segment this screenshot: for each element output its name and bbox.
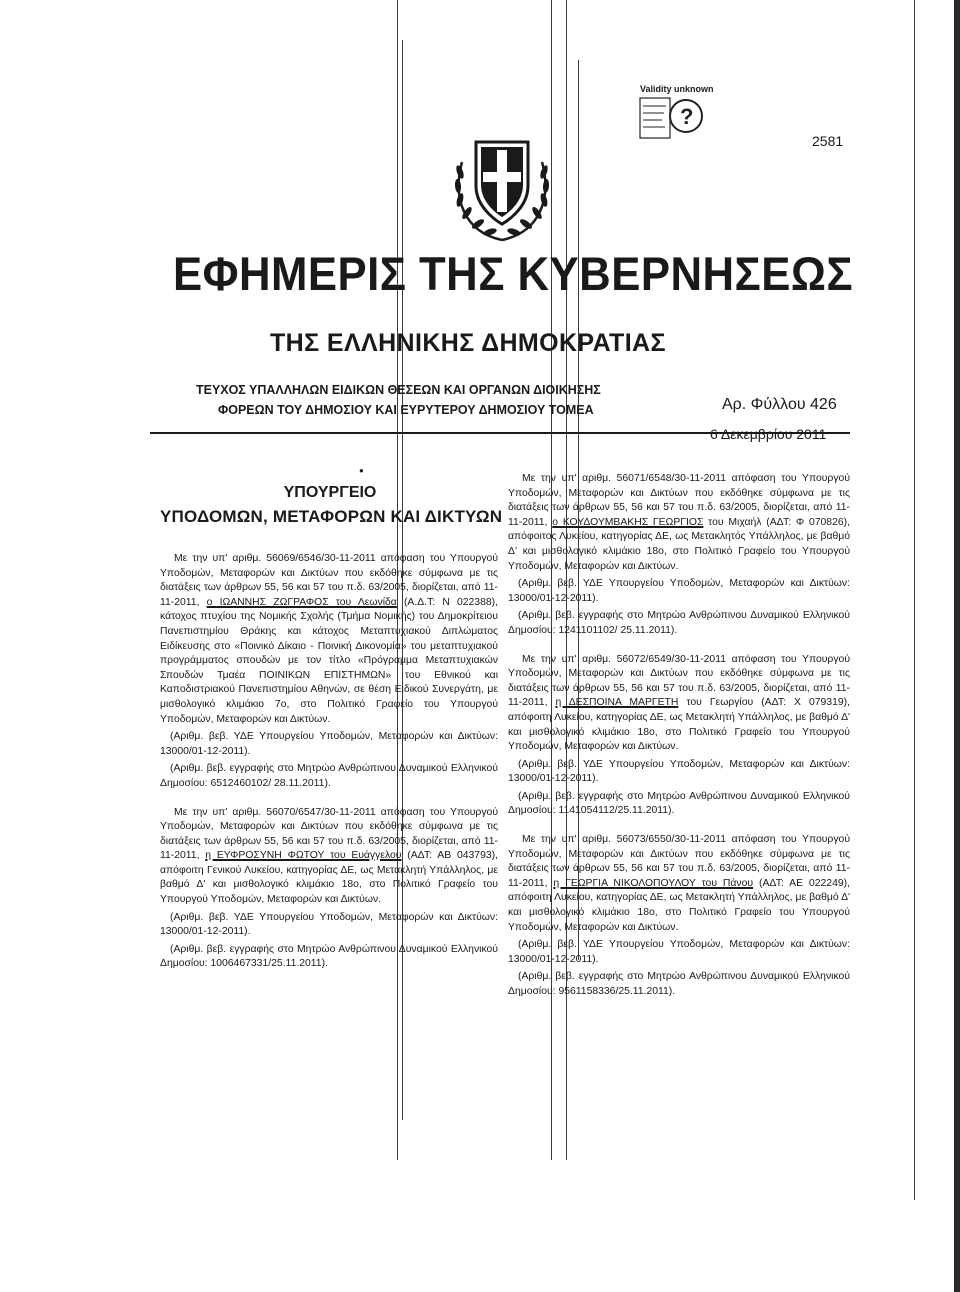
appointee-name: η ΕΥΦΡΟΣΥΝΗ ΦΩΤΟΥ του Ευάγγελου <box>205 850 402 862</box>
decision-reference: (Αριθμ. βεβ. ΥΔΕ Υπουργείου Υποδομών, Μεταφορών και Δικτύων: 13000/01-12-2011). <box>160 911 498 938</box>
appointee-name: ο ΚΟΥΔΟΥΜΒΑΚΗΣ ΓΕΩΡΓΙΟΣ <box>552 516 704 528</box>
decision-reference: (Αριθμ. βεβ. ΥΔΕ Υπουργείου Υποδομών, Μεταφορών και Δικτύων: 13000/01-12-2011). <box>508 758 850 785</box>
greek-coat-of-arms-icon <box>446 128 558 246</box>
scan-edge <box>954 0 960 1292</box>
scan-line <box>914 0 915 1200</box>
appointee-name: ο ΙΩΑΝΝΗΣ ΖΩΓΡΑΦΟΣ του Λεωνίδα <box>206 596 397 608</box>
gazette-subtitle: ΤΗΣ ΕΛΛΗΝΙΚΗΣ ΔΗΜΟΚΡΑΤΙΑΣ <box>270 329 666 357</box>
issue-type-line-2: ΦΟΡΕΩΝ ΤΟΥ ΔΗΜΟΣΙΟΥ ΚΑΙ ΕΥΡΥΤΕΡΟΥ ΔΗΜΟΣΙΟΥ ΤΟΜΕΑ <box>218 402 594 417</box>
appointee-name: η ΔΕΣΠΟΙΝΑ ΜΑΡΓΕΤΗ <box>555 697 679 709</box>
decision-paragraph: Με την υπ' αριθμ. 56070/6547/30-11-2011 απόφαση του Υπουργού Υποδομών, Μεταφορών και Δικτύων που εκδόθηκε σύμφωνα με τις διατάξεις των άρθρων 55, 56 και 57 του π.δ. 63/2005, διορίζεται, από 11-11-2011, η ΕΥΦΡΟΣΥΝΗ ΦΩΤΟΥ του Ευάγγελου (ΑΔΤ: ΑΒ 043793), απόφοιτη Γενικού Λυκείου, κατηγορίας ΔΕ, ως Μετακλητή Υπάλληλος, με βαθμό Δ' και μισθολογικό κλιμάκιο 18ο, στο Πολιτικό Γραφείο του Υπουργού Υποδομών, Μεταφορών και Δικτύων. <box>160 806 498 906</box>
decision-paragraph: Με την υπ' αριθμ. 56069/6546/30-11-2011 απόφαση του Υπουργού Υποδομών, Μεταφορών και Δικτύων που εκδόθηκε σύμφωνα με τις διατάξεις των άρθρων 55, 56 και 57 του π.δ. 63/2005, διορίζεται, από 11-11-2011, ο ΙΩΑΝΝΗΣ ΖΩΓΡΑΦΟΣ του Λεωνίδα (Α.Δ.Τ: Ν 022388), κάτοχος πτυχίου της Νομικής Σχολής (Τμήμα Νομικής) του Δημοκρίτειου Πανεπιστημίου Θράκης και κάτοχος Μεταπτυχιακού Διπλώματος Ειδίκευσης στο «Ποινικό Δίκαιο - Ποινική Δικονομία» του μεταπτυχιακού προγράμματος σπουδών με τον τίτλο «Πρόγραμμα Μεταπτυχιακών Σπουδών Τμαέα ΠΟΙΝΙΚΩΝ ΕΠΙΣΤΗΜΩΝ» του Εθνικού και Καποδιστριακού Πανεπιστημίου Αθηνών, σε θέση Ειδικού Συνεργάτη, με μισθολογικό κλιμάκιο 7ο, στο Πολιτικό Γραφείο του Υπουργού Υποδομών, Μεταφορών και Δικτύων. <box>160 553 498 725</box>
decision-reference: (Αριθμ. βεβ. εγγραφής στο Μητρώο Ανθρώπινου Δυναμικού Ελληνικού Δημοσίου: 1006467331/25.11.2011). <box>160 943 498 970</box>
page-number: 2581 <box>812 133 844 149</box>
ministry-heading-line-2: ΥΠΟΔΟΜΩΝ, ΜΕΤΑΦΟΡΩΝ ΚΑΙ ΔΙΚΤΥΩΝ <box>160 507 503 526</box>
decision-paragraph: Με την υπ' αριθμ. 56073/6550/30-11-2011 απόφαση του Υπουργού Υποδομών, Μεταφορών και Δικτύων που εκδόθηκε σύμφωνα με τις διατάξεις των άρθρων 55, 56 και 57 του π.δ. 63/2005, διορίζεται, από 11-11-2011, η ΓΕΩΡΓΙΑ ΝΙΚΟΛΟΠΟΥΛΟΥ του Πάνου (ΑΔΤ: ΑΕ 022249), απόφοιτη Λυκείου, κατηγορίας ΔΕ, ως Μετακλητή Υπάλληλος, με βαθμό Δ' και μισθολογικό κλιμάκιο 18ο, στο Πολιτικό Γραφείο του Υπουργού Υποδομών, Μεταφορών και Δικτύων. <box>508 834 850 933</box>
validity-stamp-icon <box>638 86 710 148</box>
decision-reference: (Αριθμ. βεβ. ΥΔΕ Υπουργείου Υποδομών, Μεταφορών και Δικτύων: 13000/01-12-2011). <box>160 731 498 757</box>
svg-text:?: ? <box>680 104 694 129</box>
decision-reference: (Αριθμ. βεβ. εγγραφής στο Μητρώο Ανθρώπινου Δυναμικού Ελληνικού Δημοσίου: 6512460102/ 28.11.2011). <box>160 763 498 789</box>
decision-reference: (Αριθμ. βεβ. ΥΔΕ Υπουργείου Υποδομών, Μεταφορών και Δικτύων: 13000/01-12-2011). <box>508 578 850 604</box>
decision-reference: (Αριθμ. βεβ. εγγραφής στο Μητρώο Ανθρώπινου Δυναμικού Ελληνικού Δημοσίου: 1241101102/ 25.11.2011). <box>508 610 850 636</box>
appointee-name: η ΓΕΩΡΓΙΑ ΝΙΚΟΛΟΠΟΥΛΟΥ του Πάνου <box>553 877 754 889</box>
decision-reference: (Αριθμ. βεβ. εγγραφής στο Μητρώο Ανθρώπινου Δυναμικού Ελληνικού Δημοσίου: 1141054112/25.11.2011). <box>508 790 850 817</box>
decision-paragraph: Με την υπ' αριθμ. 56072/6549/30-11-2011 απόφαση του Υπουργού Υποδομών, Μεταφορών και Δικτύων που εκδόθηκε σύμφωνα με τις διατάξεις των άρθρων 55, 56 και 57 του π.δ. 63/2005, διορίζεται, από 11-11-2011, η ΔΕΣΠΟΙΝΑ ΜΑΡΓΕΤΗ του Γεωργίου (ΑΔΤ: Χ 079319), απόφοιτη Λυκείου, κατηγορίας ΔΕ, ως Μετακλητή Υπάλληλος, με βαθμό Δ' και μισθολογικό κλιμάκιο 18ο, στο Πολιτικό Γραφείο του Υπουργού Υποδομών, Μεταφορών και Δικτύων. <box>508 653 850 753</box>
issue-type-line-1: ΤΕΥΧΟΣ ΥΠΑΛΛΗΛΩΝ ΕΙΔΙΚΩΝ ΘΕΣΕΩΝ ΚΑΙ ΟΡΓΑΝΩΝ ΔΙΟΙΚΗΣΗΣ <box>196 382 601 397</box>
scan-mark-label: Validity unknown <box>640 84 714 94</box>
ministry-heading-line-1: ΥΠΟΥΡΓΕΙΟ <box>283 484 377 501</box>
left-column <box>160 552 498 972</box>
right-column <box>508 472 850 1000</box>
decision-reference: (Αριθμ. βεβ. ΥΔΕ Υπουργείου Υποδομών, Μεταφορών και Δικτύων: 13000/01-12-2011). <box>508 939 850 965</box>
sheet-number: Αρ. Φύλλου 426 <box>722 396 837 413</box>
decision-reference: (Αριθμ. βεβ. εγγραφής στο Μητρώο Ανθρώπινου Δυναμικού Ελληνικού Δημοσίου: 9561158336/25.11.2011). <box>508 971 850 997</box>
decision-paragraph: Με την υπ' αριθμ. 56071/6548/30-11-2011 απόφαση του Υπουργού Υποδομών, Μεταφορών και Δικτύων που εκδόθηκε σύμφωνα με τις διατάξεις των άρθρων 55, 56 και 57 του π.δ. 63/2005, διορίζεται, από 11-11-2011, ο ΚΟΥΔΟΥΜΒΑΚΗΣ ΓΕΩΡΓΙΟΣ του Μιχαήλ (ΑΔΤ: Φ 070826), απόφοιτος Λυκείου, κατηγορίας ΔΕ, ως Μετακλητός Υπάλληλος, με βαθμό Δ' και μισθολογικό κλιμάκιο 18ο, στο Πολιτικό Γραφείο του Υπουργού Υποδομών, Μεταφορών και Δικτύων. <box>508 473 850 572</box>
bullet-mark: ● <box>359 466 364 475</box>
gazette-title: ΕΦΗΜΕΡΙΣ ΤΗΣ ΚΥΒΕΡΝΗΣΕΩΣ <box>173 247 854 300</box>
issue-date: 6 Δεκεμβρίου 2011 <box>710 426 827 442</box>
